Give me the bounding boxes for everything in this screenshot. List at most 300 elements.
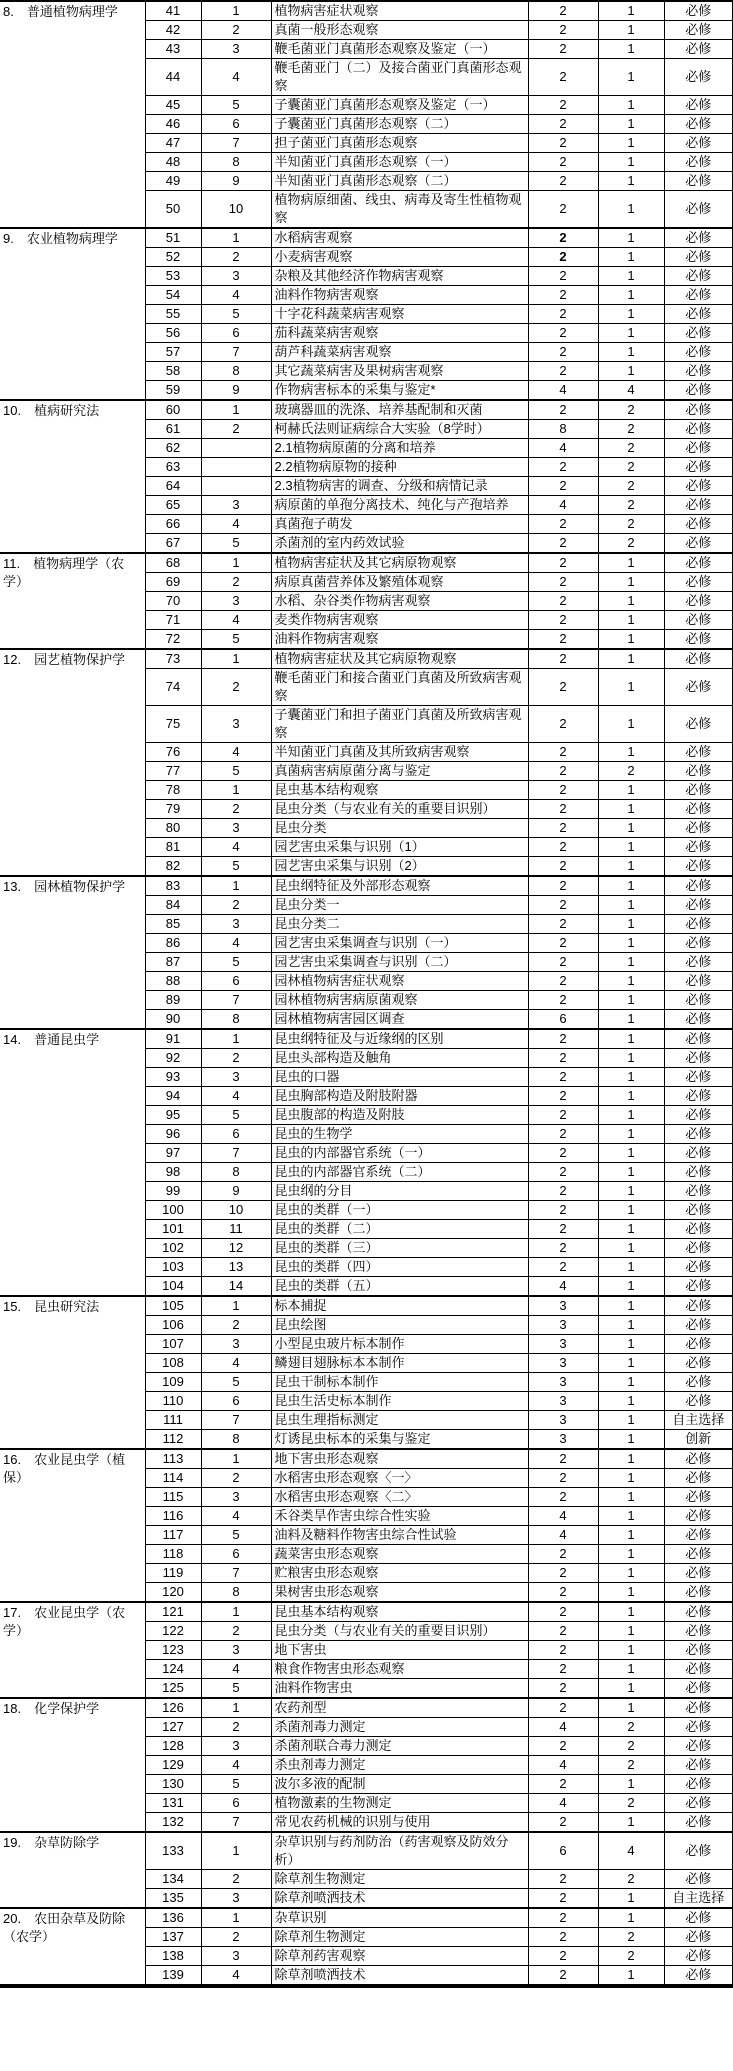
hours-cell: 2 [528,649,598,669]
sub-no-cell: 6 [201,1125,271,1144]
experiment-name-cell: 昆虫基本结构观察 [271,781,528,800]
experiment-name-cell: 杀菌剂的室内药效试验 [271,534,528,554]
group-count-cell: 1 [598,706,664,743]
hours-cell: 2 [528,1698,598,1718]
course-type-cell: 必修 [664,21,733,40]
seq-cell: 121 [145,1602,201,1622]
sub-no-cell: 5 [201,1679,271,1699]
group-count-cell: 1 [598,553,664,573]
sub-no-cell: 2 [201,669,271,706]
hours-cell: 2 [528,267,598,286]
hours-cell: 2 [528,172,598,191]
experiment-name-cell: 油料及糖料作物害虫综合性试验 [271,1526,528,1545]
group-count-cell: 1 [598,1641,664,1660]
section-cell: 13. 园林植物保护学 [0,876,145,1029]
experiment-name-cell: 茄科蔬菜病害观察 [271,324,528,343]
group-count-cell: 1 [598,630,664,650]
hours-cell: 2 [528,96,598,115]
hours-cell: 2 [528,1144,598,1163]
course-type-cell: 必修 [664,1622,733,1641]
experiment-name-cell: 园艺害虫采集与识别（2） [271,857,528,877]
sub-no-cell: 6 [201,1392,271,1411]
table-row [0,228,733,248]
sub-no-cell: 5 [201,630,271,650]
hours-cell: 2 [528,1889,598,1909]
course-type-cell: 必修 [664,1737,733,1756]
hours-cell: 2 [528,819,598,838]
course-type-cell: 必修 [664,1373,733,1392]
experiment-name-cell: 水稻、杂谷类作物病害观察 [271,592,528,611]
seq-cell: 81 [145,838,201,857]
seq-cell: 62 [145,439,201,458]
course-type-cell: 必修 [664,267,733,286]
seq-cell: 128 [145,1737,201,1756]
sub-no-cell: 9 [201,172,271,191]
sub-no-cell: 7 [201,991,271,1010]
course-type-cell: 必修 [664,439,733,458]
group-count-cell: 1 [598,305,664,324]
seq-cell: 124 [145,1660,201,1679]
sub-no-cell: 2 [201,1469,271,1488]
sub-no-cell: 6 [201,1545,271,1564]
sub-no-cell: 10 [201,1201,271,1220]
seq-cell: 85 [145,915,201,934]
experiment-name-cell: 病原真菌营养体及繁殖体观察 [271,573,528,592]
group-count-cell: 1 [598,1507,664,1526]
group-count-cell: 1 [598,819,664,838]
group-count-cell: 1 [598,1258,664,1277]
group-count-cell: 1 [598,1029,664,1049]
hours-cell: 2 [528,1602,598,1622]
experiment-name-cell: 昆虫干制标本制作 [271,1373,528,1392]
group-count-cell: 1 [598,59,664,96]
experiment-name-cell: 植物激素的生物测定 [271,1794,528,1813]
experiment-name-cell: 昆虫胸部构造及附肢附器 [271,1087,528,1106]
sub-no-cell: 3 [201,267,271,286]
experiment-name-cell: 鞭毛菌亚门（二）及接合菌亚门真菌形态观察 [271,59,528,96]
sub-no-cell: 4 [201,515,271,534]
hours-cell: 2 [528,362,598,381]
experiment-name-cell: 昆虫生理指标测定 [271,1411,528,1430]
sub-no-cell: 5 [201,534,271,554]
experiment-name-cell: 昆虫绘图 [271,1316,528,1335]
course-type-cell: 必修 [664,630,733,650]
hours-cell: 4 [528,381,598,401]
hours-cell: 2 [528,1258,598,1277]
hours-cell: 2 [528,1182,598,1201]
seq-cell: 44 [145,59,201,96]
seq-cell: 104 [145,1277,201,1297]
experiment-name-cell: 灯诱昆虫标本的采集与鉴定 [271,1430,528,1450]
hours-cell: 3 [528,1392,598,1411]
course-type-cell: 必修 [664,1201,733,1220]
course-type-cell: 必修 [664,1718,733,1737]
table-row [0,1449,733,1469]
group-count-cell: 1 [598,1526,664,1545]
seq-cell: 137 [145,1928,201,1947]
hours-cell: 6 [528,1832,598,1870]
sub-no-cell: 2 [201,1718,271,1737]
group-count-cell: 2 [598,458,664,477]
group-count-cell: 1 [598,934,664,953]
experiment-name-cell: 园艺害虫采集与识别（1） [271,838,528,857]
group-count-cell: 4 [598,381,664,401]
experiment-name-cell: 禾谷类旱作害虫综合性实验 [271,1507,528,1526]
course-type-cell: 必修 [664,1,733,21]
group-count-cell: 1 [598,1144,664,1163]
course-type-cell: 必修 [664,115,733,134]
seq-cell: 73 [145,649,201,669]
group-count-cell: 2 [598,1718,664,1737]
experiment-name-cell: 十字花科蔬菜病害观察 [271,305,528,324]
seq-cell: 84 [145,896,201,915]
seq-cell: 131 [145,1794,201,1813]
hours-cell: 4 [528,1718,598,1737]
sub-no-cell: 7 [201,134,271,153]
course-type-cell: 必修 [664,1316,733,1335]
experiment-name-cell: 地下害虫 [271,1641,528,1660]
seq-cell: 118 [145,1545,201,1564]
sub-no-cell: 3 [201,819,271,838]
experiment-name-cell: 油料作物病害观察 [271,630,528,650]
sub-no-cell: 2 [201,573,271,592]
section-cell: 16. 农业昆虫学（植保） [0,1449,145,1602]
experiment-name-cell: 昆虫的类群（二） [271,1220,528,1239]
sub-no-cell: 7 [201,343,271,362]
hours-cell: 2 [528,1049,598,1068]
course-type-cell: 必修 [664,1908,733,1928]
hours-cell: 2 [528,115,598,134]
seq-cell: 42 [145,21,201,40]
group-count-cell: 1 [598,1545,664,1564]
group-count-cell: 2 [598,1737,664,1756]
hours-cell: 2 [528,228,598,248]
sub-no-cell: 4 [201,1756,271,1775]
experiment-name-cell: 担子菌亚门真菌形态观察 [271,134,528,153]
table-row [0,1908,733,1928]
hours-cell: 2 [528,1220,598,1239]
course-type-cell: 必修 [664,420,733,439]
seq-cell: 123 [145,1641,201,1660]
sub-no-cell: 5 [201,96,271,115]
group-count-cell: 2 [598,515,664,534]
section-cell: 12. 园艺植物保护学 [0,649,145,876]
group-count-cell: 1 [598,1125,664,1144]
experiment-name-cell: 果树害虫形态观察 [271,1583,528,1603]
hours-cell: 4 [528,1794,598,1813]
course-type-cell: 创新 [664,1430,733,1450]
sub-no-cell: 8 [201,153,271,172]
sub-no-cell: 6 [201,972,271,991]
sub-no-cell: 6 [201,324,271,343]
hours-cell: 2 [528,706,598,743]
course-type-cell: 必修 [664,915,733,934]
group-count-cell: 1 [598,134,664,153]
hours-cell: 2 [528,1239,598,1258]
seq-cell: 48 [145,153,201,172]
sub-no-cell: 14 [201,1277,271,1297]
group-count-cell: 1 [598,1698,664,1718]
experiment-name-cell: 水稻病害观察 [271,228,528,248]
section-cell: 8. 普通植物病理学 [0,1,145,228]
hours-cell: 2 [528,248,598,267]
experiment-name-cell: 植物病害症状观察 [271,1,528,21]
group-count-cell: 1 [598,1010,664,1030]
group-count-cell: 1 [598,1316,664,1335]
course-type-cell: 必修 [664,400,733,420]
hours-cell: 2 [528,896,598,915]
hours-cell: 2 [528,1449,598,1469]
experiment-name-cell: 昆虫分类 [271,819,528,838]
course-type-cell: 必修 [664,1698,733,1718]
seq-cell: 47 [145,134,201,153]
sub-no-cell: 2 [201,1316,271,1335]
seq-cell: 105 [145,1296,201,1316]
seq-cell: 122 [145,1622,201,1641]
course-type-cell: 必修 [664,1144,733,1163]
hours-cell: 2 [528,1201,598,1220]
sub-no-cell: 1 [201,649,271,669]
experiment-name-cell: 昆虫的类群（五） [271,1277,528,1297]
group-count-cell: 2 [598,496,664,515]
experiment-name-cell: 昆虫的内部器官系统（二） [271,1163,528,1182]
experiment-name-cell: 水稻害虫形态观察〈一〉 [271,1469,528,1488]
sub-no-cell: 7 [201,1411,271,1430]
course-type-cell: 必修 [664,305,733,324]
seq-cell: 87 [145,953,201,972]
sub-no-cell: 8 [201,1430,271,1450]
experiment-name-cell: 农药剂型 [271,1698,528,1718]
hours-cell: 2 [528,305,598,324]
sub-no-cell: 2 [201,1049,271,1068]
experiment-name-cell: 鞭毛菌亚门真菌形态观察及鉴定（一） [271,40,528,59]
experiment-name-cell: 真菌病害病原菌分离与鉴定 [271,762,528,781]
course-type-cell: 必修 [664,381,733,401]
sub-no-cell: 4 [201,611,271,630]
seq-cell: 51 [145,228,201,248]
seq-cell: 133 [145,1832,201,1870]
group-count-cell: 1 [598,21,664,40]
seq-cell: 136 [145,1908,201,1928]
course-type-cell: 必修 [664,534,733,554]
hours-cell: 4 [528,1526,598,1545]
group-count-cell: 1 [598,953,664,972]
experiment-name-cell: 蔬菜害虫形态观察 [271,1545,528,1564]
group-count-cell: 1 [598,991,664,1010]
course-type-cell: 必修 [664,1220,733,1239]
experiment-name-cell: 贮粮害虫形态观察 [271,1564,528,1583]
sub-no-cell: 7 [201,1144,271,1163]
group-count-cell: 1 [598,1430,664,1450]
table-row [0,1698,733,1718]
group-count-cell: 1 [598,1163,664,1182]
group-count-cell: 1 [598,1296,664,1316]
course-type-cell: 必修 [664,172,733,191]
hours-cell: 2 [528,1583,598,1603]
experiment-name-cell: 油料作物病害观察 [271,286,528,305]
group-count-cell: 1 [598,115,664,134]
group-count-cell: 1 [598,1908,664,1928]
group-count-cell: 2 [598,420,664,439]
seq-cell: 68 [145,553,201,573]
section-cell: 15. 昆虫研究法 [0,1296,145,1449]
sub-no-cell: 1 [201,1602,271,1622]
seq-cell: 138 [145,1947,201,1966]
seq-cell: 91 [145,1029,201,1049]
course-type-cell: 必修 [664,458,733,477]
seq-cell: 106 [145,1316,201,1335]
hours-cell: 2 [528,191,598,229]
experiment-name-cell: 除草剂药害观察 [271,1947,528,1966]
hours-cell: 2 [528,1087,598,1106]
sub-no-cell: 2 [201,896,271,915]
hours-cell: 2 [528,1947,598,1966]
seq-cell: 94 [145,1087,201,1106]
group-count-cell: 1 [598,896,664,915]
group-count-cell: 1 [598,1679,664,1699]
seq-cell: 114 [145,1469,201,1488]
experiment-name-cell: 其它蔬菜病害及果树病害观察 [271,362,528,381]
hours-cell: 2 [528,630,598,650]
course-type-cell: 必修 [664,743,733,762]
experiment-name-cell: 昆虫纲的分目 [271,1182,528,1201]
hours-cell: 2 [528,477,598,496]
hours-cell: 2 [528,1775,598,1794]
seq-cell: 135 [145,1889,201,1909]
experiment-name-cell: 2.1植物病原菌的分离和培养 [271,439,528,458]
section-cell: 10. 植病研究法 [0,400,145,553]
seq-cell: 111 [145,1411,201,1430]
group-count-cell: 2 [598,1794,664,1813]
hours-cell: 2 [528,400,598,420]
course-type-cell: 必修 [664,1258,733,1277]
hours-cell: 2 [528,781,598,800]
course-type-cell: 必修 [664,1010,733,1030]
group-count-cell: 1 [598,611,664,630]
group-count-cell: 1 [598,1449,664,1469]
group-count-cell: 1 [598,267,664,286]
seq-cell: 50 [145,191,201,229]
sub-no-cell: 8 [201,1163,271,1182]
experiments-table-body [0,1,733,1986]
sub-no-cell: 2 [201,800,271,819]
experiment-name-cell: 杀菌剂毒力测定 [271,1718,528,1737]
group-count-cell: 2 [598,400,664,420]
experiment-name-cell: 水稻害虫形态观察〈二〉 [271,1488,528,1507]
table-row [0,649,733,669]
experiment-name-cell: 麦类作物病害观察 [271,611,528,630]
course-type-cell: 必修 [664,1507,733,1526]
course-type-cell: 必修 [664,1106,733,1125]
sub-no-cell: 7 [201,1564,271,1583]
experiment-name-cell: 除草剂生物测定 [271,1870,528,1889]
sub-no-cell: 3 [201,1947,271,1966]
section-cell: 19. 杂草防除学 [0,1832,145,1908]
experiment-name-cell: 昆虫的内部器官系统（一） [271,1144,528,1163]
experiment-name-cell: 昆虫基本结构观察 [271,1602,528,1622]
sub-no-cell: 3 [201,1068,271,1087]
sub-no-cell: 5 [201,1526,271,1545]
section-cell: 11. 植物病理学（农学） [0,553,145,649]
course-type-cell: 必修 [664,876,733,896]
experiment-name-cell: 昆虫的类群（三） [271,1239,528,1258]
group-count-cell: 1 [598,649,664,669]
hours-cell: 2 [528,286,598,305]
sub-no-cell: 8 [201,1010,271,1030]
experiment-name-cell: 杀虫剂毒力测定 [271,1756,528,1775]
course-type-cell: 必修 [664,1813,733,1833]
course-type-cell: 必修 [664,1756,733,1775]
sub-no-cell: 3 [201,1488,271,1507]
hours-cell: 4 [528,1277,598,1297]
sub-no-cell: 1 [201,876,271,896]
hours-cell: 2 [528,1737,598,1756]
seq-cell: 64 [145,477,201,496]
course-type-cell: 必修 [664,1794,733,1813]
course-type-cell: 必修 [664,1775,733,1794]
experiment-name-cell: 昆虫的类群（一） [271,1201,528,1220]
group-count-cell: 1 [598,857,664,877]
group-count-cell: 2 [598,762,664,781]
seq-cell: 59 [145,381,201,401]
seq-cell: 99 [145,1182,201,1201]
table-row [0,1832,733,1870]
course-type-cell: 必修 [664,1335,733,1354]
seq-cell: 65 [145,496,201,515]
group-count-cell: 1 [598,172,664,191]
sub-no-cell: 4 [201,1660,271,1679]
sub-no-cell: 1 [201,228,271,248]
sub-no-cell: 3 [201,1335,271,1354]
course-type-cell: 必修 [664,972,733,991]
course-type-cell: 必修 [664,1469,733,1488]
hours-cell: 2 [528,611,598,630]
hours-cell: 2 [528,553,598,573]
course-type-cell: 必修 [664,515,733,534]
experiment-name-cell: 小型昆虫玻片标本制作 [271,1335,528,1354]
sub-no-cell: 3 [201,40,271,59]
group-count-cell: 2 [598,1756,664,1775]
section-cell: 17. 农业昆虫学（农学） [0,1602,145,1698]
course-type-cell: 必修 [664,896,733,915]
experiment-name-cell: 园林植物病害园区调查 [271,1010,528,1030]
group-count-cell: 1 [598,343,664,362]
sub-no-cell: 4 [201,1354,271,1373]
course-type-cell: 必修 [664,1392,733,1411]
section-cell: 20. 农田杂草及防除（农学） [0,1908,145,1986]
group-count-cell: 1 [598,743,664,762]
sub-no-cell: 1 [201,1296,271,1316]
experiment-name-cell: 昆虫分类（与农业有关的重要目识别） [271,800,528,819]
group-count-cell: 1 [598,876,664,896]
experiment-name-cell: 昆虫生活史标本制作 [271,1392,528,1411]
seq-cell: 63 [145,458,201,477]
experiment-name-cell: 粮食作物害虫形态观察 [271,1660,528,1679]
course-type-cell: 必修 [664,649,733,669]
seq-cell: 120 [145,1583,201,1603]
group-count-cell: 1 [598,1354,664,1373]
course-type-cell: 必修 [664,96,733,115]
experiment-name-cell: 昆虫分类一 [271,896,528,915]
course-type-cell: 必修 [664,762,733,781]
sub-no-cell: 3 [201,1889,271,1909]
experiment-name-cell: 杂草识别 [271,1908,528,1928]
course-type-cell: 必修 [664,838,733,857]
experiment-name-cell: 半知菌亚门真菌形态观察（二） [271,172,528,191]
course-type-cell: 必修 [664,592,733,611]
experiment-name-cell: 昆虫头部构造及触角 [271,1049,528,1068]
hours-cell: 3 [528,1354,598,1373]
